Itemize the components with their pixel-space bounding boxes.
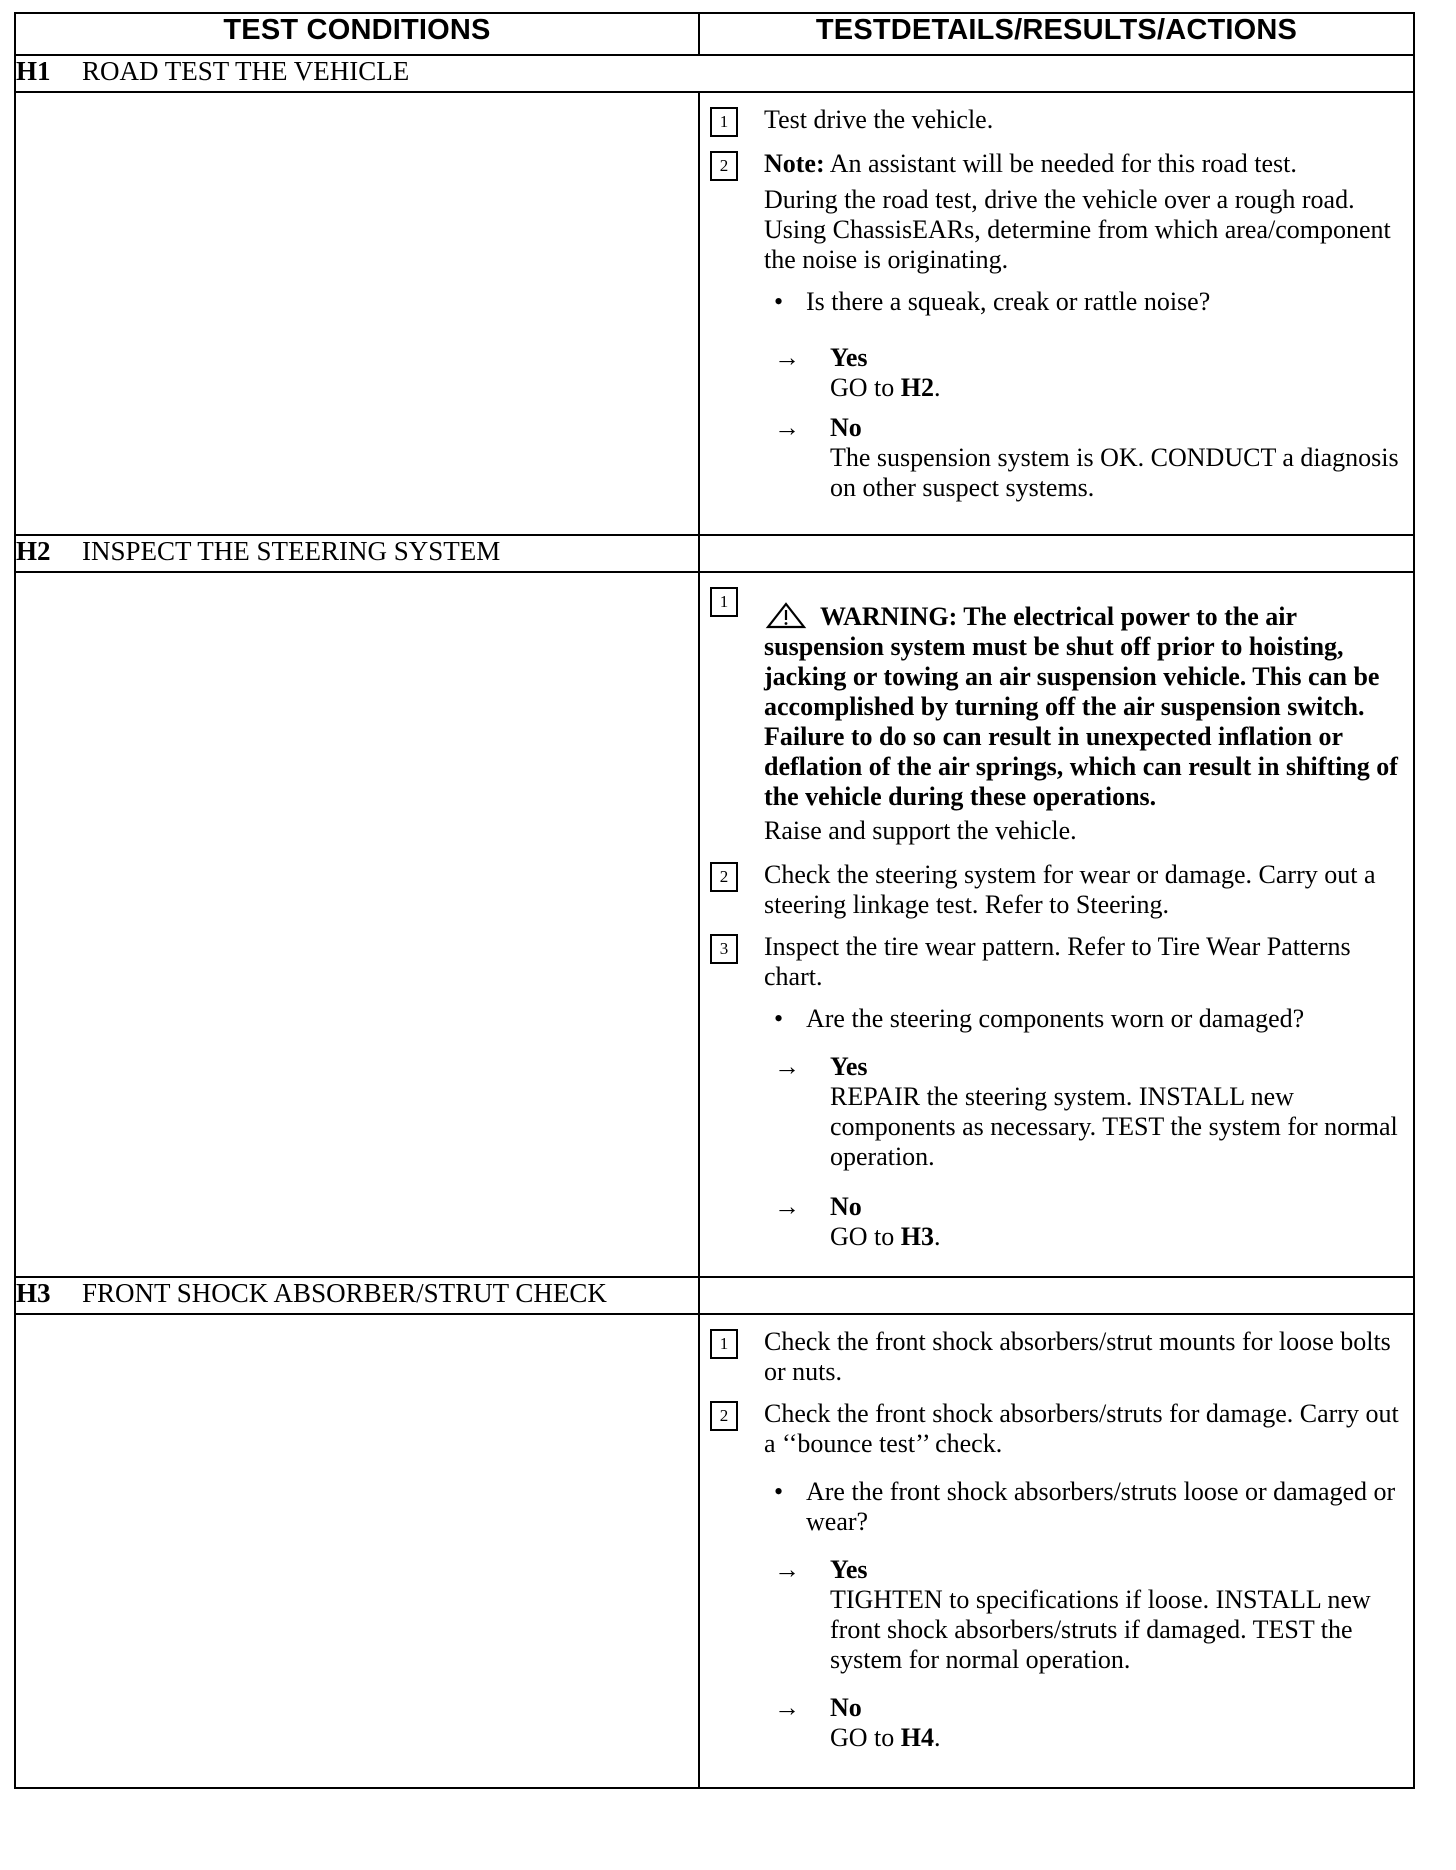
bullet-icon: •	[774, 1477, 784, 1506]
warning-triangle-icon	[764, 601, 808, 629]
result-ref: H4	[900, 1723, 935, 1752]
section-h1-details	[699, 92, 1414, 535]
section-h1-conditions	[15, 92, 699, 535]
answer-label: No	[830, 413, 862, 442]
step-text: An assistant will be needed for this road test.	[824, 149, 1297, 178]
section-code: H1	[16, 56, 51, 86]
step-number-box: 1	[710, 587, 738, 617]
section-h2-title	[15, 535, 699, 572]
section-title: INSPECT THE STEERING SYSTEM	[82, 536, 501, 566]
step-number-box: 2	[710, 151, 738, 181]
result-yes	[764, 1052, 1403, 1172]
warning-text: WARNING: The electrical power to the air suspension system must be shut off prior to hoisting, jacking or towing an air suspension vehicle. This can be accomplished by turning off the air suspension switch. Failure to do so can result in unexpected inflation or deflation of the air springs, which can result in shifting of the vehicle during these operations.	[764, 602, 1398, 811]
step-number-box: 1	[710, 107, 738, 137]
section-h3-title-empty	[699, 1277, 1414, 1314]
question-text: Are the front shock absorbers/struts loose or damaged or wear?	[806, 1477, 1396, 1536]
answer-label: Yes	[830, 343, 868, 372]
result-yes	[764, 1555, 1403, 1675]
question-text: Are the steering components worn or damaged?	[806, 1004, 1305, 1033]
header-test-conditions: TEST CONDITIONS	[15, 13, 699, 55]
diagnostic-table-page	[14, 12, 1413, 1789]
section-h2-body-row	[15, 572, 1414, 1277]
step-1	[710, 1327, 1403, 1387]
section-h1-body-row	[15, 92, 1414, 535]
section-code: H3	[16, 1278, 51, 1308]
result-text: TIGHTEN to specifications if loose. INSTALL new front shock absorbers/struts if damaged. TEST the system for normal operation.	[830, 1585, 1371, 1674]
section-h1-title	[15, 55, 1414, 92]
result-ref: H3	[900, 1222, 935, 1251]
table-header-row	[15, 13, 1414, 55]
step-text: Check the front shock absorbers/strut mounts for loose bolts or nuts.	[764, 1327, 1391, 1386]
section-h3-conditions	[15, 1314, 699, 1788]
answer-label: No	[830, 1192, 862, 1221]
step-text: Inspect the tire wear pattern. Refer to Tire Wear Patterns chart.	[764, 932, 1351, 991]
result-ref: H2	[900, 373, 935, 402]
result-text: The suspension system is OK. CONDUCT a diagnosis on other suspect systems.	[830, 443, 1399, 502]
arrow-right-icon: →	[774, 1192, 800, 1221]
section-h3-title	[15, 1277, 699, 1314]
step-text: Check the steering system for wear or damage. Carry out a steering linkage test. Refer to Steering.	[764, 860, 1376, 919]
step-1	[710, 585, 1403, 812]
question-item	[764, 287, 1403, 317]
result-yes	[764, 343, 1403, 403]
arrow-right-icon: →	[774, 343, 800, 372]
section-h3-body-row	[15, 1314, 1414, 1788]
section-title: ROAD TEST THE VEHICLE	[82, 56, 410, 86]
section-title: FRONT SHOCK ABSORBER/STRUT CHECK	[82, 1278, 607, 1308]
step-1	[710, 105, 1403, 137]
result-text-end: .	[934, 1723, 941, 1752]
section-h2-details	[699, 572, 1414, 1277]
answer-label: Yes	[830, 1555, 868, 1584]
section-h2-title-empty	[699, 535, 1414, 572]
result-no	[764, 1192, 1403, 1252]
header-test-details: TESTDETAILS/RESULTS/ACTIONS	[699, 13, 1414, 55]
question-item	[764, 1004, 1403, 1034]
step-2	[710, 860, 1403, 920]
diagnostic-table	[14, 12, 1415, 1789]
section-h2-conditions	[15, 572, 699, 1277]
section-h3-details	[699, 1314, 1414, 1788]
step-3	[710, 932, 1403, 992]
result-text: REPAIR the steering system. INSTALL new components as necessary. TEST the system for normal operation.	[830, 1082, 1398, 1171]
step-number-box: 3	[710, 934, 738, 964]
section-code: H2	[16, 536, 51, 566]
step-number-box: 1	[710, 1329, 738, 1359]
section-h1-title-row	[15, 55, 1414, 92]
section-h3-title-row	[15, 1277, 1414, 1314]
result-text: GO to	[830, 1723, 901, 1752]
question-text: Is there a squeak, creak or rattle noise?	[806, 287, 1211, 316]
answer-label: Yes	[830, 1052, 868, 1081]
note-label: Note:	[764, 149, 825, 178]
question-item	[764, 1477, 1403, 1537]
bullet-icon: •	[774, 1004, 784, 1033]
step-text: Test drive the vehicle.	[764, 105, 994, 134]
arrow-right-icon: →	[774, 1052, 800, 1081]
step-number-box: 2	[710, 862, 738, 892]
instruction-paragraph: Raise and support the vehicle.	[764, 816, 1077, 845]
result-text-end: .	[934, 373, 941, 402]
result-no	[764, 1693, 1403, 1753]
bullet-icon: •	[774, 287, 784, 316]
step-text: Check the front shock absorbers/struts for damage. Carry out a ‘‘bounce test’’ check.	[764, 1399, 1399, 1458]
arrow-right-icon: →	[774, 1693, 800, 1722]
step-2	[710, 149, 1403, 181]
section-h2-title-row	[15, 535, 1414, 572]
instruction-paragraph: During the road test, drive the vehicle over a rough road. Using ChassisEARs, determine from which area/component the noise is originating.	[764, 185, 1391, 274]
arrow-right-icon: →	[774, 1555, 800, 1584]
result-text: GO to	[830, 373, 901, 402]
answer-label: No	[830, 1693, 862, 1722]
step-number-box: 2	[710, 1401, 738, 1431]
arrow-right-icon: →	[774, 413, 800, 442]
step-2	[710, 1399, 1403, 1459]
result-no	[764, 413, 1403, 503]
result-text: GO to	[830, 1222, 901, 1251]
result-text-end: .	[934, 1222, 941, 1251]
